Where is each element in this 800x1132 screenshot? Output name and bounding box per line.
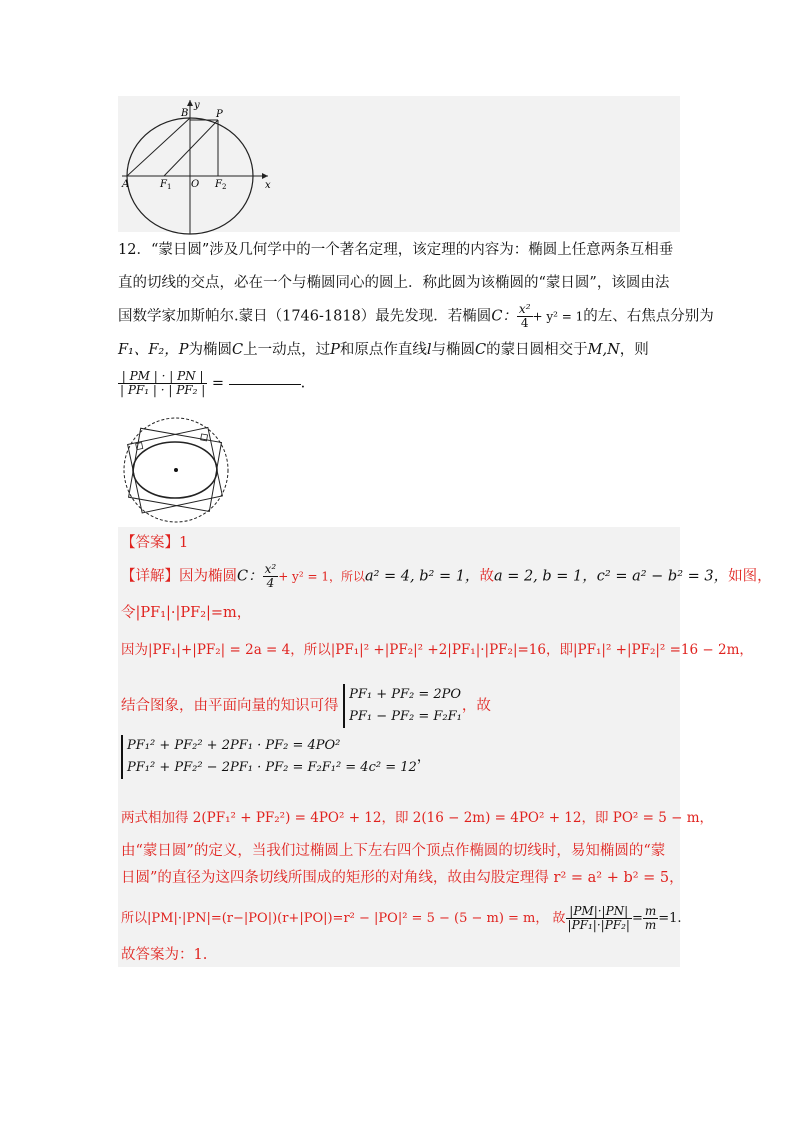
question-line-2: 直的切线的交点，必在一个与椭圆同心的圆上．称此圆为该椭圆的“蒙日圆”，该圆由法 [118,275,670,291]
segment-ab [127,118,190,176]
detail-line-8: 日圆”的直径为这四条切线所围成的矩形的对角线，故由勾股定理得 r² = a² + b² = 5， [121,870,684,886]
label-f1: $F_1$ [160,179,172,191]
label-o: O [191,179,200,190]
question-ratio: $\frac{| PM | \cdot | PN |}{\text{| PF₁ | · | PF₂ |}}$ = . [120,369,306,397]
label-a: A [122,179,130,190]
monge-circle-figure [120,414,232,526]
label-f2: $F_2$ [215,179,227,191]
right-angle-mark-2 [136,443,143,450]
label-x: x [265,180,271,191]
detail-line-5: PF₁² + PF₂² + 2PF₁ · PF₂ = 4PO² PF₁² + PF₂² − 2PF₁ · PF₂ = F₂F₁² = 4c² = 12 ， [121,735,431,779]
question-line-4: F₁、F₂，P为椭圆C上一动点，过P和原点作直线l与椭圆C的蒙日圆相交于M,N，则 [118,342,649,358]
x-axis-arrow [262,173,268,179]
ellipse-axes-figure [118,96,278,236]
segment-f1p [164,120,218,176]
label-p: P [216,109,223,120]
ratio-fraction: $\frac{| PM | \cdot | PN |}{\text{| PF₁ | · | PF₂ |}}$ [120,369,206,397]
answer-blank [229,383,301,385]
question-number: 12． [118,242,151,258]
detail-line-2: 令|PF₁|·|PF₂|=m， [121,605,252,621]
detail-line-10: 故答案为：1. [121,947,208,963]
answer-tag: 【答案】1 [121,535,189,551]
detail-line-7: 由“蒙日圆”的定义，当我们过椭圆上下左右四个顶点作椭圆的切线时，易知椭圆的“蒙 [121,843,666,859]
detail-line-4: 结合图象，由平面向量的知识可得 PF₁ + PF₂ = 2PO PF₁ − PF₂ = F₂F₁ ，故 [121,684,491,728]
label-b: B [181,108,189,119]
label-y: y [194,100,200,111]
question-line-1: 12．“蒙日圆”涉及几何学中的一个著名定理，该定理的内容为：椭圆上任意两条互相垂 [118,242,674,258]
center-dot [174,468,178,472]
detail-line-1: 【详解】因为椭圆C： $\frac{\text{x²}}{4}$ + y² = 1，所以a² = 4, b² = 1，故a = 2, b = 1，c² = a² − b² = 3，如图， [121,562,772,590]
detail-line-9: 所以|PM|·|PN|=(r−|PO|)(r+|PO|)=r² − |PO|² = 5 − (5 − m) = m， 故 $\frac{|PM|\cdot|PN|}{\text{|PF₁|·|PF₂|}}$ = $\frac{m}{m}$ =1. [121,904,682,932]
detail-line-6: 两式相加得 2(PF₁² + PF₂²) = 4PO² + 12，即 2(16 − 2m) = 4PO² + 12，即 PO² = 5 − m， [121,810,714,826]
ellipse-fraction: $\frac{\text{x²}}{4}$ [518,302,531,330]
y-axis-arrow [187,100,193,106]
detail-tag: 【详解】 [121,568,179,585]
detail-line-3: 因为|PF₁|+|PF₂| = 2a = 4，所以|PF₁|² +|PF₂|² +2|PF₁|·|PF₂|=16，即|PF₁|² +|PF₂|² =16 − 2m， [121,642,753,658]
question-line-3: 国数学家加斯帕尔.蒙日（1746-1818）最先发现．若椭圆C： $\frac{\text{x²}}{4}$ + y² = 1的左、右焦点分别为 [118,302,714,330]
